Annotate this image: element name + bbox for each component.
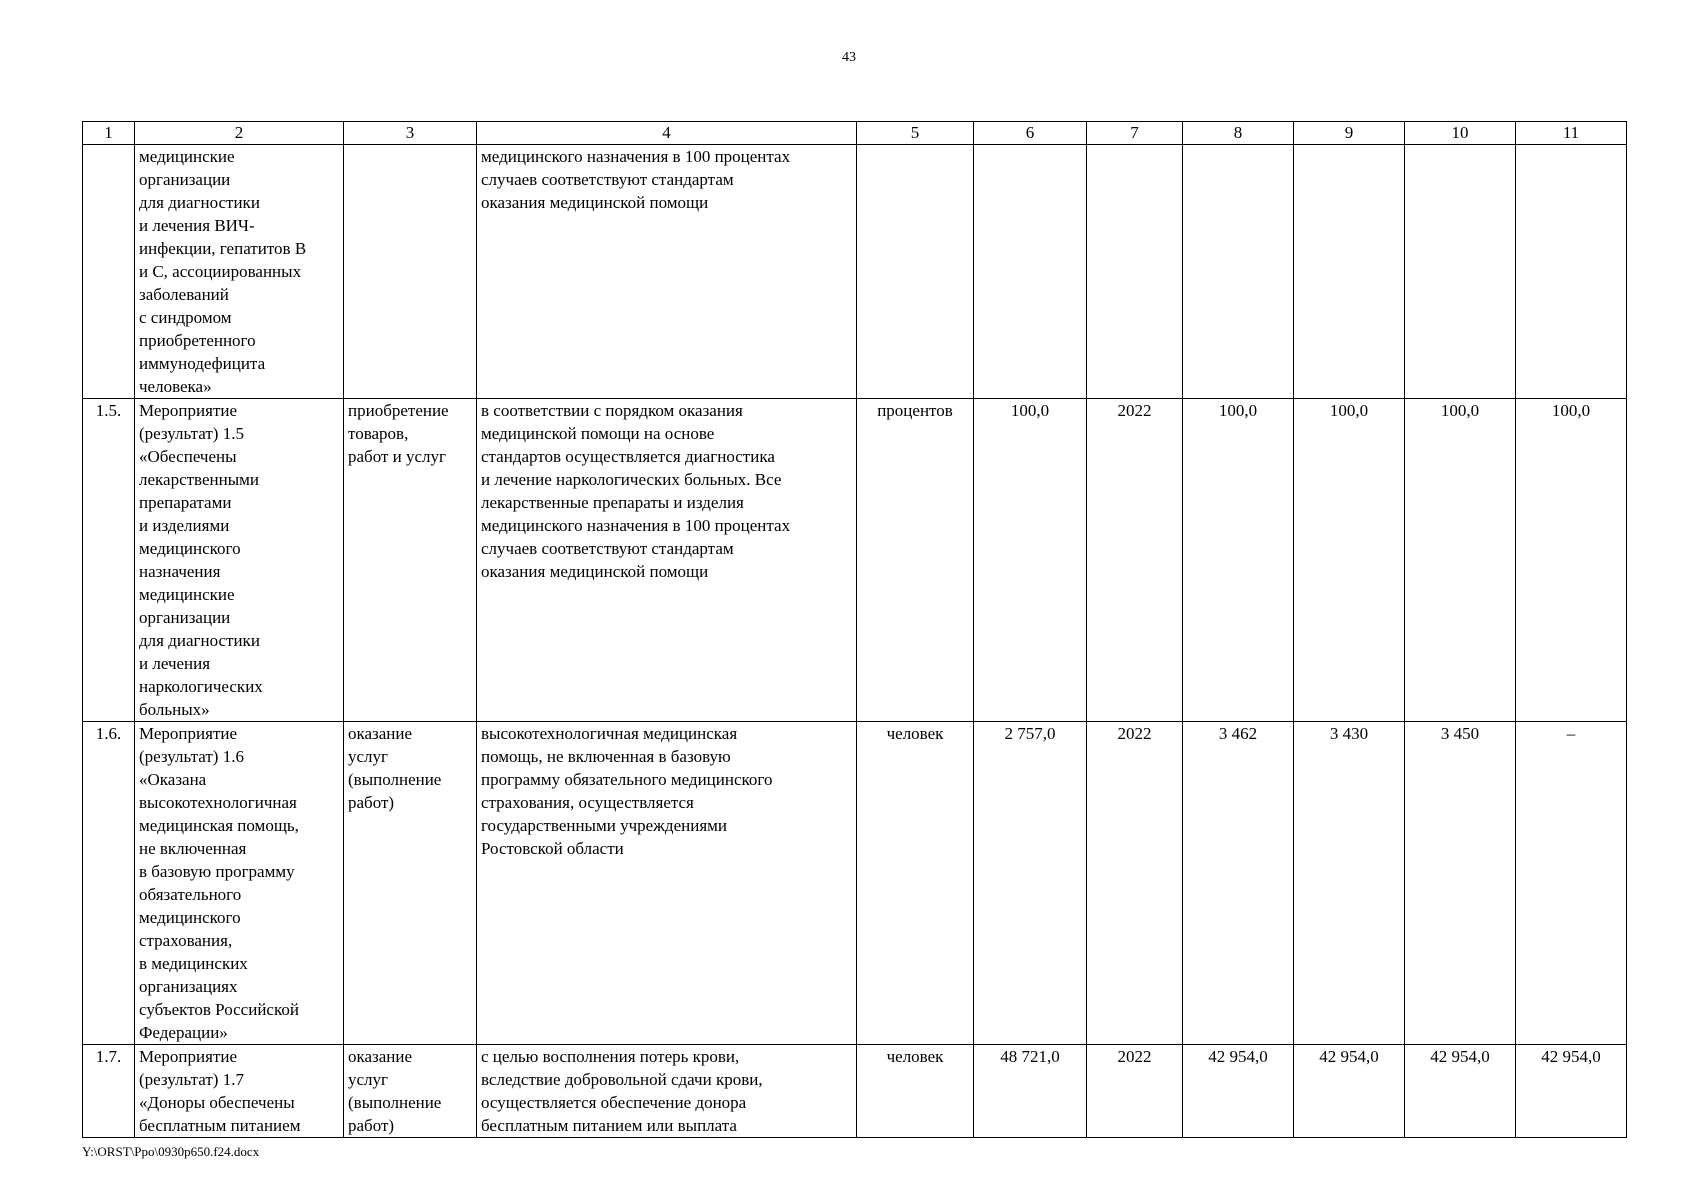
base-value: 48 721,0 — [974, 1045, 1087, 1138]
value-col-8: 42 954,0 — [1183, 1045, 1294, 1138]
base-year: 2022 — [1087, 722, 1183, 1045]
unit: человек — [857, 722, 974, 1045]
table-row — [83, 722, 1627, 1045]
column-number: 11 — [1516, 122, 1627, 145]
event-name: Мероприятие (результат) 1.5 «Обеспечены лекарственными препаратами и изделиями медицинского назначения медицинские организации для диагностики и лечения наркологических больных» — [135, 399, 344, 722]
column-number: 3 — [344, 122, 477, 145]
event-description: с целью восполнения потерь крови, вследствие добровольной сдачи крови, осуществляется обеспечение донора бесплатным питанием или выплата — [477, 1045, 857, 1138]
column-number: 10 — [1405, 122, 1516, 145]
event-type — [344, 145, 477, 399]
event-name: Мероприятие (результат) 1.7 «Доноры обеспечены бесплатным питанием — [135, 1045, 344, 1138]
event-type: оказание услуг (выполнение работ) — [344, 722, 477, 1045]
base-value: 2 757,0 — [974, 722, 1087, 1045]
event-type: приобретение товаров, работ и услуг — [344, 399, 477, 722]
row-number: 1.5. — [83, 399, 135, 722]
base-year — [1087, 145, 1183, 399]
base-value: 100,0 — [974, 399, 1087, 722]
column-number: 7 — [1087, 122, 1183, 145]
column-number-row — [83, 122, 1627, 145]
value-col-11: 100,0 — [1516, 399, 1627, 722]
value-col-10: 100,0 — [1405, 399, 1516, 722]
base-year: 2022 — [1087, 399, 1183, 722]
value-col-8: 3 462 — [1183, 722, 1294, 1045]
column-number: 4 — [477, 122, 857, 145]
value-col-11 — [1516, 145, 1627, 399]
base-value — [974, 145, 1087, 399]
column-number: 8 — [1183, 122, 1294, 145]
value-col-9: 42 954,0 — [1294, 1045, 1405, 1138]
unit: человек — [857, 1045, 974, 1138]
column-number: 6 — [974, 122, 1087, 145]
event-type: оказание услуг (выполнение работ) — [344, 1045, 477, 1138]
value-col-10 — [1405, 145, 1516, 399]
footer-file-path: Y:\ORST\Ppo\0930p650.f24.docx — [82, 1144, 260, 1159]
value-col-10: 42 954,0 — [1405, 1045, 1516, 1138]
event-name: Мероприятие (результат) 1.6 «Оказана высокотехнологичная медицинская помощь, не включенная в базовую программу обязательного медицинского страхования, в медицинских организациях субъектов Российской Федерации» — [135, 722, 344, 1045]
base-year: 2022 — [1087, 1045, 1183, 1138]
value-col-10: 3 450 — [1405, 722, 1516, 1045]
value-col-11: – — [1516, 722, 1627, 1045]
table-row — [83, 1045, 1627, 1138]
value-col-11: 42 954,0 — [1516, 1045, 1627, 1138]
value-col-9 — [1294, 145, 1405, 399]
column-number: 2 — [135, 122, 344, 145]
row-number: 1.7. — [83, 1045, 135, 1138]
column-number: 5 — [857, 122, 974, 145]
event-description: медицинского назначения в 100 процентах случаев соответствуют стандартам оказания медицинской помощи — [477, 145, 857, 399]
row-number — [83, 145, 135, 399]
page-number: 43 — [842, 50, 856, 65]
table-row — [83, 145, 1627, 399]
unit: процентов — [857, 399, 974, 722]
row-number: 1.6. — [83, 722, 135, 1045]
unit — [857, 145, 974, 399]
indicators-table — [82, 121, 1627, 1138]
table-row — [83, 399, 1627, 722]
value-col-9: 100,0 — [1294, 399, 1405, 722]
column-number: 9 — [1294, 122, 1405, 145]
column-number: 1 — [83, 122, 135, 145]
event-description: высокотехнологичная медицинская помощь, не включенная в базовую программу обязательного медицинского страхования, осуществляется государственными учреждениями Ростовской области — [477, 722, 857, 1045]
value-col-8: 100,0 — [1183, 399, 1294, 722]
event-description: в соответствии с порядком оказания медицинской помощи на основе стандартов осуществляется диагностика и лечение наркологических больных. Все лекарственные препараты и изделия медицинского назначения в 100 процентах случаев соответствуют стандартам оказания медицинской помощи — [477, 399, 857, 722]
event-name: медицинские организации для диагностики и лечения ВИЧ- инфекции, гепатитов В и С, ассоциированных заболеваний с синдромом приобретенного иммунодефицита человека» — [135, 145, 344, 399]
value-col-8 — [1183, 145, 1294, 399]
value-col-9: 3 430 — [1294, 722, 1405, 1045]
